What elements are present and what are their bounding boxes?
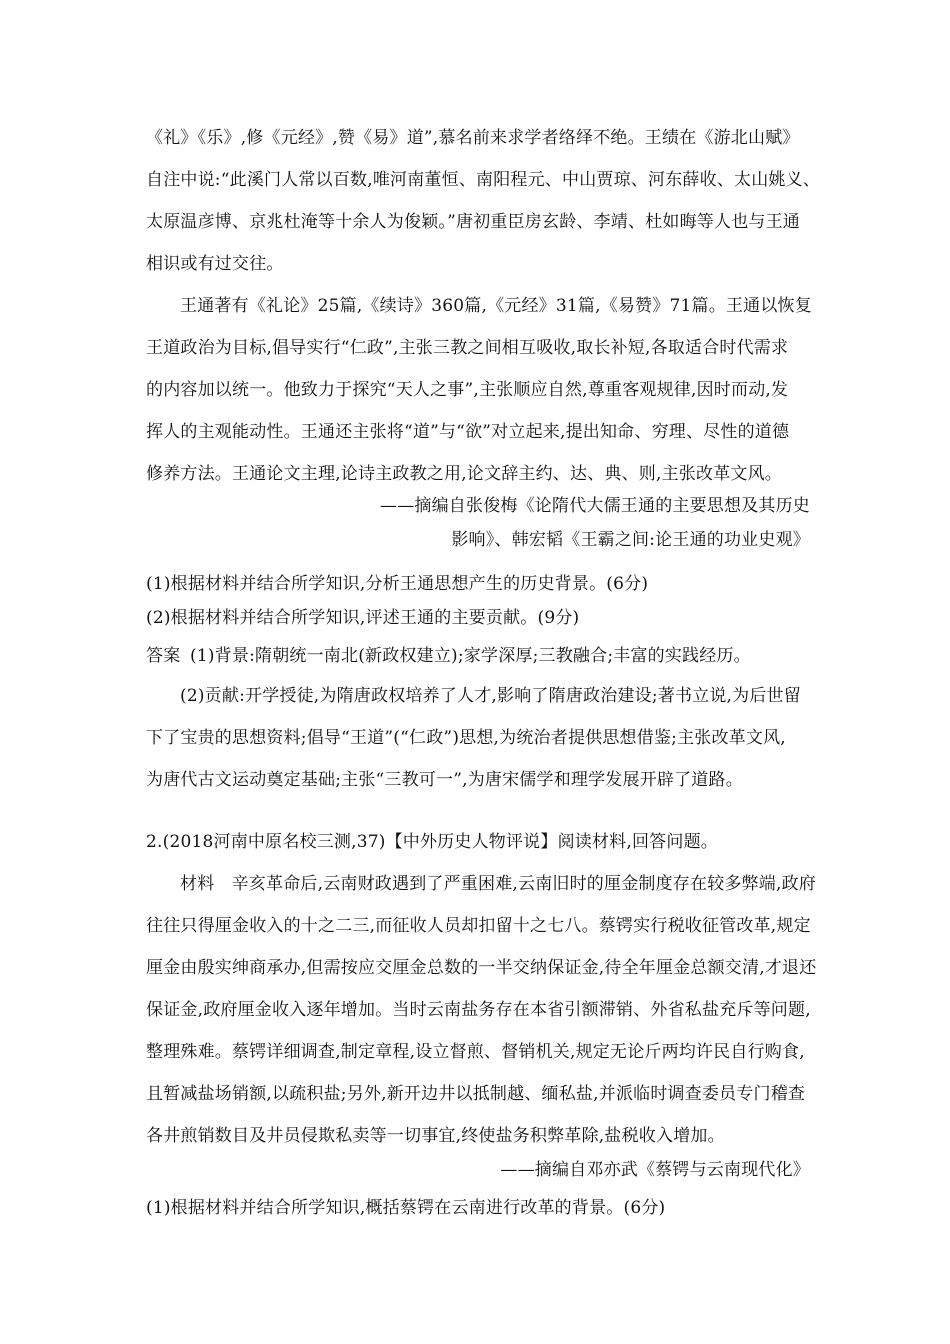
- question-item: (1)根据材料并结合所学知识,概括蔡锷在云南进行改革的背景。(6分): [146, 1198, 666, 1218]
- material-line: 厘金由殷实绅商承办,但需按应交厘金总数的一半交纳保证金,待全年厘金总额交清,才退还: [146, 958, 817, 978]
- material-line: 材料 辛亥革命后,云南财政遇到了严重困难,云南旧时的厘金制度存在较多弊端,政府: [180, 874, 817, 894]
- passage-line: 太原温彦博、京兆杜淹等十余人为俊颖。”唐初重臣房玄龄、李靖、杜如晦等人也与王通: [146, 212, 800, 232]
- source-citation: ——摘编自邓亦武《蔡锷与云南现代化》: [500, 1160, 810, 1180]
- passage-line: 王道政治为目标,倡导实行“仁政”,主张三教之间相互吸收,取长补短,各取适合时代需求: [146, 338, 789, 358]
- material-line: 往往只得厘金收入的十之二三,而征收人员却扣留十之七八。蔡锷实行税收征管改革,规定: [146, 916, 811, 936]
- passage-line: 修养方法。王通论文主理,论诗主政教之用,论文辞主约、达、典、则,主张改革文风。: [146, 464, 783, 484]
- material-line: 且暂减盐场销额,以疏积盐;另外,新开边井以抵制越、缅私盐,并派临时调查委员专门稽查: [146, 1084, 806, 1104]
- answer-line: (1)背景:隋朝统一南北(新政权建立);家学深厚;三教融合;丰富的实践经历。: [190, 646, 751, 666]
- passage-line: 自注中说:“此溪门人常以百数,唯河南董恒、南阳程元、中山贾琼、河东薛收、太山姚义、: [146, 170, 821, 190]
- question-header: 2.(2018河南中原名校三测,37)【中外历史人物评说】阅读材料,回答问题。: [146, 832, 718, 852]
- answer-line: 下了宝贵的思想资料;倡导“王道”(“仁政”)思想,为统治者提供思想借鉴;主张改革文风,: [146, 728, 786, 748]
- answer-line: 为唐代古文运动奠定基础;主张“三教可一”,为唐宋儒学和理学发展开辟了道路。: [146, 770, 743, 790]
- source-citation: ——摘编自张俊梅《论隋代大儒王通的主要思想及其历史: [380, 496, 810, 516]
- question-item: (1)根据材料并结合所学知识,分析王通思想产生的历史背景。(6分): [146, 574, 649, 594]
- passage-line: 相识或有过交往。: [146, 254, 284, 274]
- source-citation: 影响》、韩宏韬《王霸之间:论王通的功业史观》: [451, 530, 810, 550]
- answer-label: 答案: [146, 646, 181, 666]
- passage-line: 的内容加以统一。他致力于探究“天人之事”,主张顺应自然,尊重客观规律,因时而动,发: [146, 380, 789, 400]
- question-item: (2)根据材料并结合所学知识,评述王通的主要贡献。(9分): [146, 608, 580, 628]
- material-line: 各井煎销数目及井员侵欺私卖等一切事宜,终使盐务积弊革除,盐税收入增加。: [146, 1126, 725, 1146]
- passage-line: 挥人的主观能动性。王通还主张将“道”与“欲”对立起来,提出知命、穷理、尽性的道德: [146, 422, 790, 442]
- answer-line: (2)贡献:开学授徒,为隋唐政权培养了人才,影响了隋唐政治建设;著书立说,为后世留: [180, 686, 801, 706]
- passage-line: 王通著有《礼论》25篇,《续诗》360篇,《元经》31篇,《易赞》71篇。王通以恢复: [180, 296, 812, 316]
- material-line: 保证金,政府厘金收入逐年增加。当时云南盐务存在本省引额滞销、外省私盐充斥等问题,: [146, 1000, 811, 1020]
- passage-line: 《礼》《乐》,修《元经》,赞《易》道”,慕名前来求学者络绎不绝。王绩在《游北山赋》: [146, 128, 800, 148]
- material-line: 整理殊难。蔡锷详细调查,制定章程,设立督煎、督销机关,规定无论斤两均许民自行购食,: [146, 1042, 805, 1062]
